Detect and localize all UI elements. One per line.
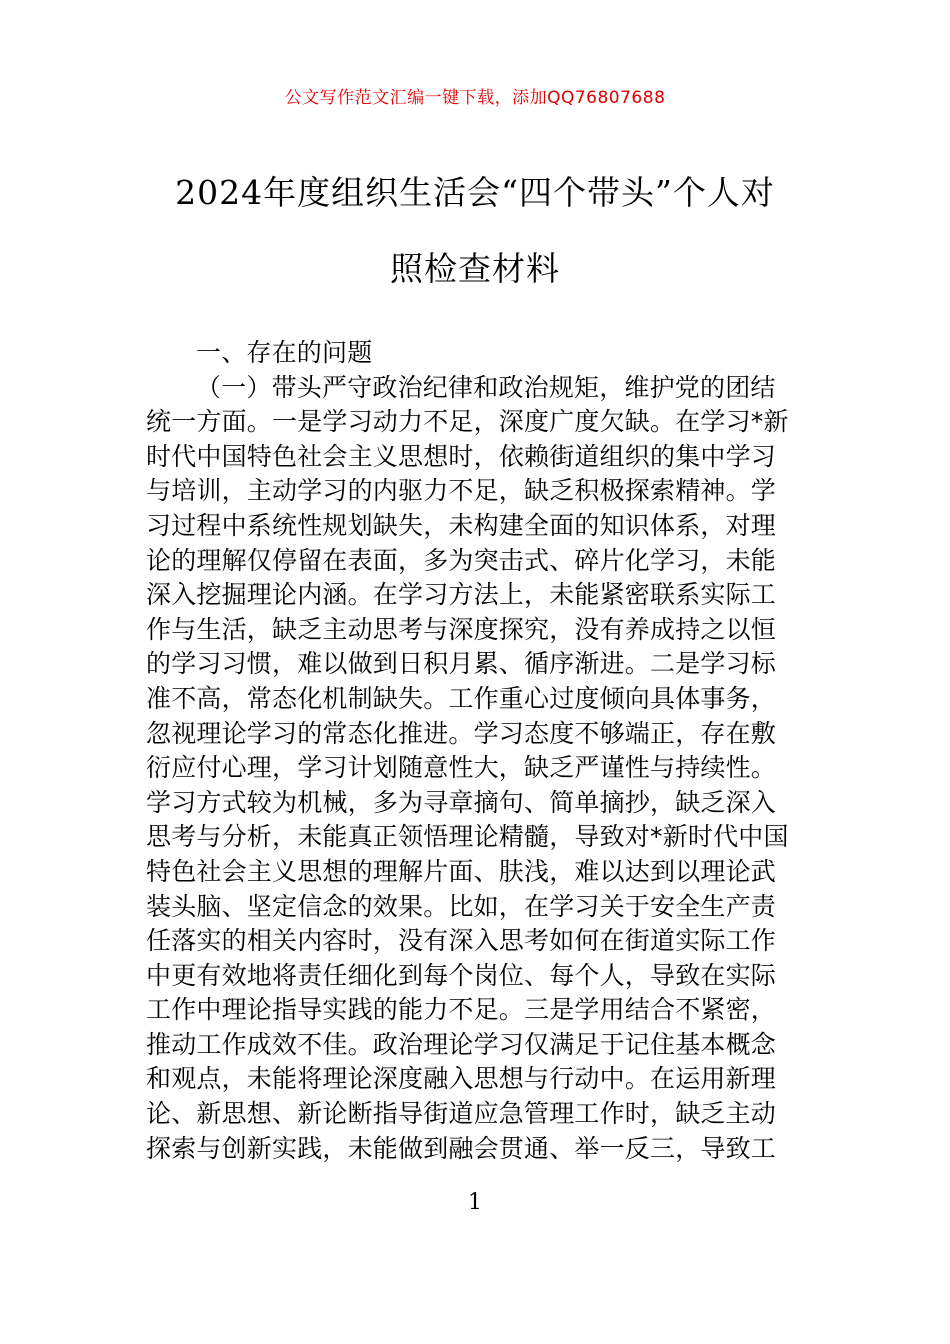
- paragraph-line: 准不高，常态化机制缺失。工作重心过度倾向具体事务，: [146, 683, 777, 713]
- paragraph-line: 探索与创新实践，未能做到融会贯通、举一反三，导致工: [146, 1133, 777, 1163]
- paragraph-line: 工作中理论指导实践的能力不足。三是学用结合不紧密，: [146, 995, 777, 1025]
- document-body: [146, 336, 806, 1166]
- page-number: 1: [468, 1190, 482, 1215]
- paragraph-line: 作与生活，缺乏主动思考与深度探究，没有养成持之以恒: [146, 614, 777, 644]
- title-line-1: 2024年度组织生活会“四个带头”个人对: [175, 173, 775, 212]
- title-line-2: 照检查材料: [390, 249, 560, 288]
- paragraph-line: 习过程中系统性规划缺失，未构建全面的知识体系，对理: [146, 510, 777, 540]
- paragraph-line: 深入挖掘理论内涵。在学习方法上，未能紧密联系实际工: [146, 580, 777, 610]
- promo-banner: 公文写作范文汇编一键下载，添加QQ76807688: [284, 88, 666, 108]
- paragraph-line: 与培训，主动学习的内驱力不足，缺乏积极探索精神。学: [146, 476, 777, 506]
- paragraph-line: 时代中国特色社会主义思想时，依赖街道组织的集中学习: [146, 441, 777, 471]
- paragraph-line: （一）带头严守政治纪律和政治规矩，维护党的团结: [196, 372, 776, 402]
- paragraph-line: 任落实的相关内容时，没有深入思考如何在街道实际工作: [146, 926, 777, 956]
- paragraph-line: 论、新思想、新论断指导街道应急管理工作时，缺乏主动: [146, 1099, 777, 1129]
- paragraph-line: 衍应付心理，学习计划随意性大，缺乏严谨性与持续性。: [146, 753, 777, 783]
- paragraph-line: 装头脑、坚定信念的效果。比如，在学习关于安全生产责: [146, 891, 777, 921]
- paragraph-line: 推动工作成效不佳。政治理论学习仅满足于记住基本概念: [146, 1029, 777, 1059]
- paragraph-line: 忽视理论学习的常态化推进。学习态度不够端正，存在敷: [146, 718, 777, 748]
- paragraph-line: 学习方式较为机械，多为寻章摘句、简单摘抄，缺乏深入: [146, 787, 777, 817]
- section-heading: 一、存在的问题: [196, 338, 373, 367]
- paragraph-line: 中更有效地将责任细化到每个岗位、每个人，导致在实际: [146, 960, 777, 990]
- paragraph-line: 和观点，未能将理论深度融入思想与行动中。在运用新理: [146, 1064, 777, 1094]
- paragraph-line: 统一方面。一是学习动力不足，深度广度欠缺。在学习*新: [146, 407, 789, 437]
- paragraph-line: 的学习习惯，难以做到日积月累、循序渐进。二是学习标: [146, 649, 777, 679]
- paragraph-line: 特色社会主义思想的理解片面、肤浅，难以达到以理论武: [146, 856, 777, 886]
- paragraph-line: 论的理解仅停留在表面，多为突击式、碎片化学习，未能: [146, 545, 777, 575]
- document-title: [130, 166, 820, 296]
- paragraph-line: 思考与分析，未能真正领悟理论精髓，导致对*新时代中国: [146, 822, 789, 852]
